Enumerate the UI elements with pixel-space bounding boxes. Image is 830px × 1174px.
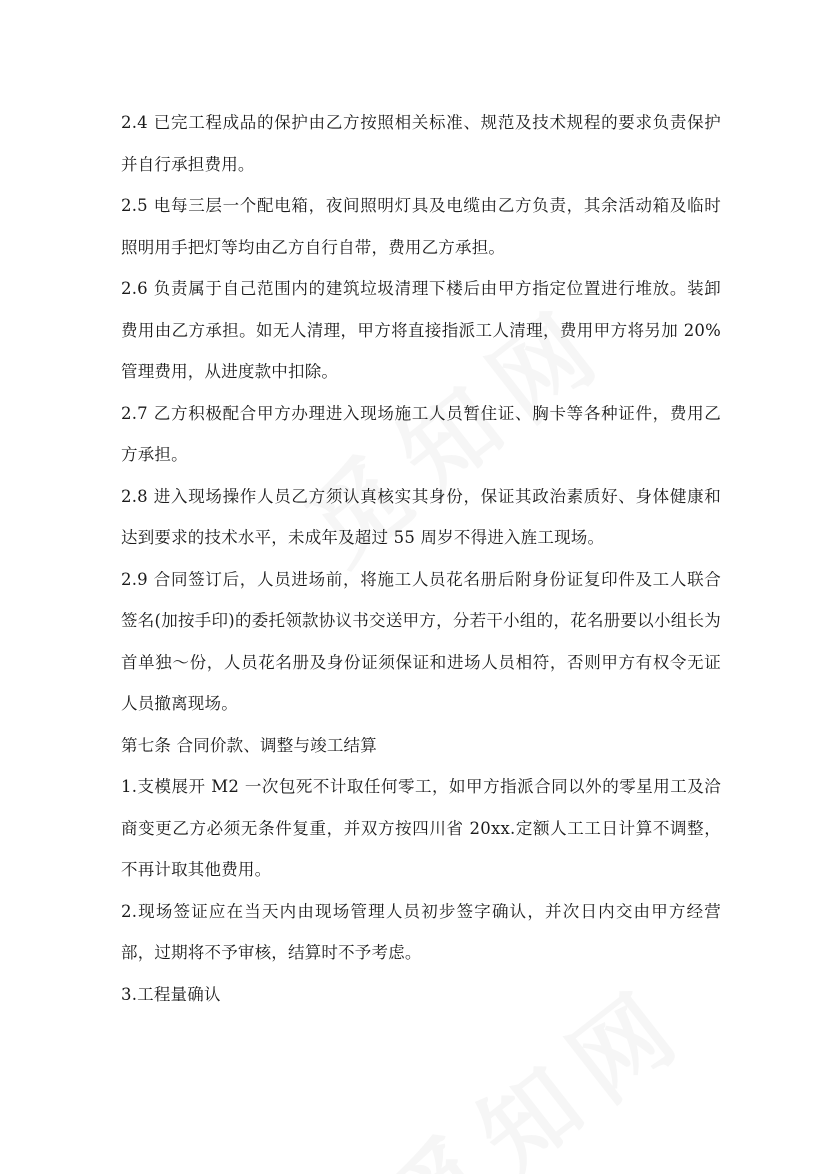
document-body — [121, 102, 721, 1015]
paragraph-2-4: 2.4 已完工程成品的保护由乙方按照相关标准、规范及技术规程的要求负责保护并自行承担费用。 — [121, 113, 721, 174]
paragraph-7-3: 3.工程量确认 — [121, 984, 221, 1004]
paragraph-2-8: 2.8 进入现场操作人员乙方须认真核实其身份，保证其政治素质好、身体健康和达到要求的技术水平，未成年及超过 55 周岁不得进入旌工现场。 — [121, 486, 721, 547]
section-heading: 第七条 合同价款、调整与竣工结算 — [121, 735, 377, 755]
paragraph-2-5: 2.5 电每三层一个配电箱，夜间照明灯具及电缆由乙方负责，其余活动箱及临时照明用手把灯等均由乙方自行自带，费用乙方承担。 — [121, 196, 721, 257]
paragraph-7-2: 2.现场签证应在当天内由现场管理人员初步签字确认，并次日内交由甲方经营部，过期将不予审核，结算时不予考虑。 — [121, 901, 721, 962]
paragraph-7-1: 1.支模展开 M2 一次包死不计取任何零工，如甲方指派合同以外的零星用工及洽商变更乙方必须无条件复重，并双方按四川省 20xx.定额人工工日计算不调整，不再计取其他费用。 — [121, 777, 721, 879]
paragraph-2-7: 2.7 乙方积极配合甲方办理进入现场施工人员暂住证、胸卡等各种证件，费用乙方承担。 — [121, 403, 721, 464]
paragraph-2-6: 2.6 负责属于自己范围内的建筑垃圾清理下楼后由甲方指定位置进行堆放。装卸费用由乙方承担。如无人清理，甲方将直接指派工人清理，费用甲方将另加 20% 管理费用，从进度款中扣除。 — [121, 279, 721, 381]
paragraph-2-9: 2.9 合同签订后，人员进场前，将施工人员花名册后附身份证复印件及工人联合签名(加按手印)的委托领款协议书交送甲方，分若干小组的，花名册要以小组长为首单独～份，人员花名册及身份证须保证和进场人员相符，否则甲方有权令无证人员撤离现场。 — [121, 569, 721, 713]
